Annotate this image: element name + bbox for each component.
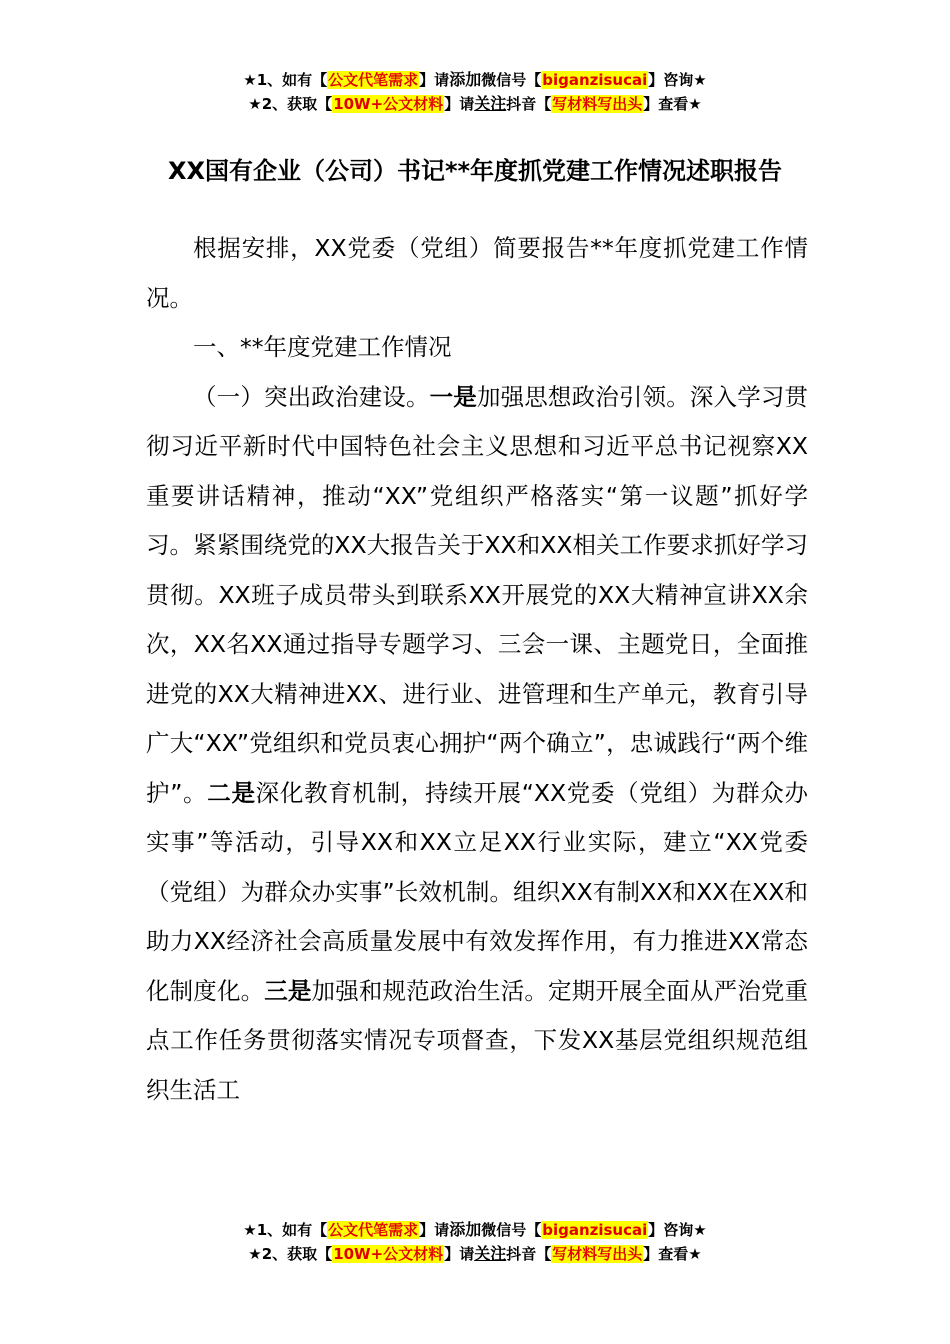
banner-text: ★2、获取【 bbox=[248, 1245, 333, 1263]
paragraph-text: 加强思想政治引领。深入学习贯彻习近平新时代中国特色社会主义思想和习近平总书记视察XX重要讲话精神，推动“XX”党组织严格落实“第一议题”抓好学习。紧紧围绕党的XX大报告关于XX和XX相关工作要求抓好学习贯彻。XX班子成员带头到联系XX开展党的XX大精神宣讲XX余次，XX名XX通过指导专题学习、三会一课、主题党日，全面推进党的XX大精神进XX、进行业、进管理和生产单元，教育引导广大“XX”党组织和党员衷心拥护“两个确立”，忠诚践行“两个维护”。 bbox=[146, 382, 809, 807]
paragraph-intro: 根据安排，XX党委（党组）简要报告**年度抓党建工作情况。 bbox=[146, 234, 808, 312]
highlight-douyin-account: 写材料写出头 bbox=[552, 1245, 643, 1263]
banner-emphasis: 关注 bbox=[474, 94, 507, 113]
banner-text: ★1、如有【 bbox=[243, 1221, 328, 1239]
highlight-wechat-id: biganzisucai bbox=[542, 71, 648, 89]
banner-text: ★2、获取【 bbox=[248, 95, 333, 113]
banner-text: 抖音【 bbox=[506, 1245, 552, 1263]
bold-marker: 一是 bbox=[429, 382, 477, 411]
paragraph-political-building bbox=[146, 373, 808, 1116]
banner-text: 微信号【 bbox=[481, 1221, 542, 1239]
highlight-materials: 10W+公文材料 bbox=[333, 1245, 444, 1263]
paragraph-text: （一）突出政治建设。 bbox=[193, 382, 430, 411]
banner-line-2 bbox=[0, 1242, 950, 1266]
banner-emphasis: 添加 bbox=[449, 70, 482, 89]
banner-emphasis: 添加 bbox=[449, 1220, 482, 1239]
banner-text: 】请 bbox=[444, 1245, 475, 1263]
banner-text: 】咨询★ bbox=[648, 1221, 707, 1239]
banner-text: ★1、如有【 bbox=[243, 71, 328, 89]
highlight-materials: 10W+公文材料 bbox=[333, 95, 444, 113]
highlight-wechat-id: biganzisucai bbox=[542, 1221, 648, 1239]
banner-line-1 bbox=[0, 68, 950, 92]
banner-text: 】查看★ bbox=[643, 95, 702, 113]
banner-text: 】查看★ bbox=[643, 1245, 702, 1263]
highlight-douyin-account: 写材料写出头 bbox=[552, 95, 643, 113]
banner-text: 】咨询★ bbox=[648, 71, 707, 89]
document-body bbox=[146, 224, 808, 1115]
highlight-service: 公文代笔需求 bbox=[328, 1221, 419, 1239]
paragraph-text: 深化教育机制，持续开展“XX党委（党组）为群众办实事”等活动，引导XX和XX立足XX行业实际，建立“XX党委（党组）为群众办实事”长效机制。组织XX有制XX和XX在XX和助力XX经济社会高质量发展中有效发挥作用，有力推进XX常态化制度化。 bbox=[146, 778, 809, 1005]
banner-text: 】请 bbox=[419, 71, 450, 89]
banner-line-2 bbox=[0, 92, 950, 116]
highlight-service: 公文代笔需求 bbox=[328, 71, 419, 89]
banner-text: 微信号【 bbox=[481, 71, 542, 89]
banner-line-1 bbox=[0, 1218, 950, 1242]
banner-text: 抖音【 bbox=[506, 95, 552, 113]
banner-text: 】请 bbox=[419, 1221, 450, 1239]
header-banner bbox=[0, 68, 950, 116]
footer-banner bbox=[0, 1218, 950, 1266]
document-title: XX国有企业（公司）书记**年度抓党建工作情况述职报告 bbox=[167, 157, 783, 185]
bold-marker: 三是 bbox=[264, 976, 312, 1005]
paragraph-text: 加强和规范政治生活。定期开展全面从严治党重点工作任务贯彻落实情况专项督查，下发XX基层党组织规范组织生活工 bbox=[146, 976, 809, 1104]
section-heading: 一、**年度党建工作情况 bbox=[193, 333, 452, 361]
banner-text: 】请 bbox=[444, 95, 475, 113]
bold-marker: 二是 bbox=[207, 778, 256, 807]
banner-emphasis: 关注 bbox=[474, 1244, 507, 1263]
